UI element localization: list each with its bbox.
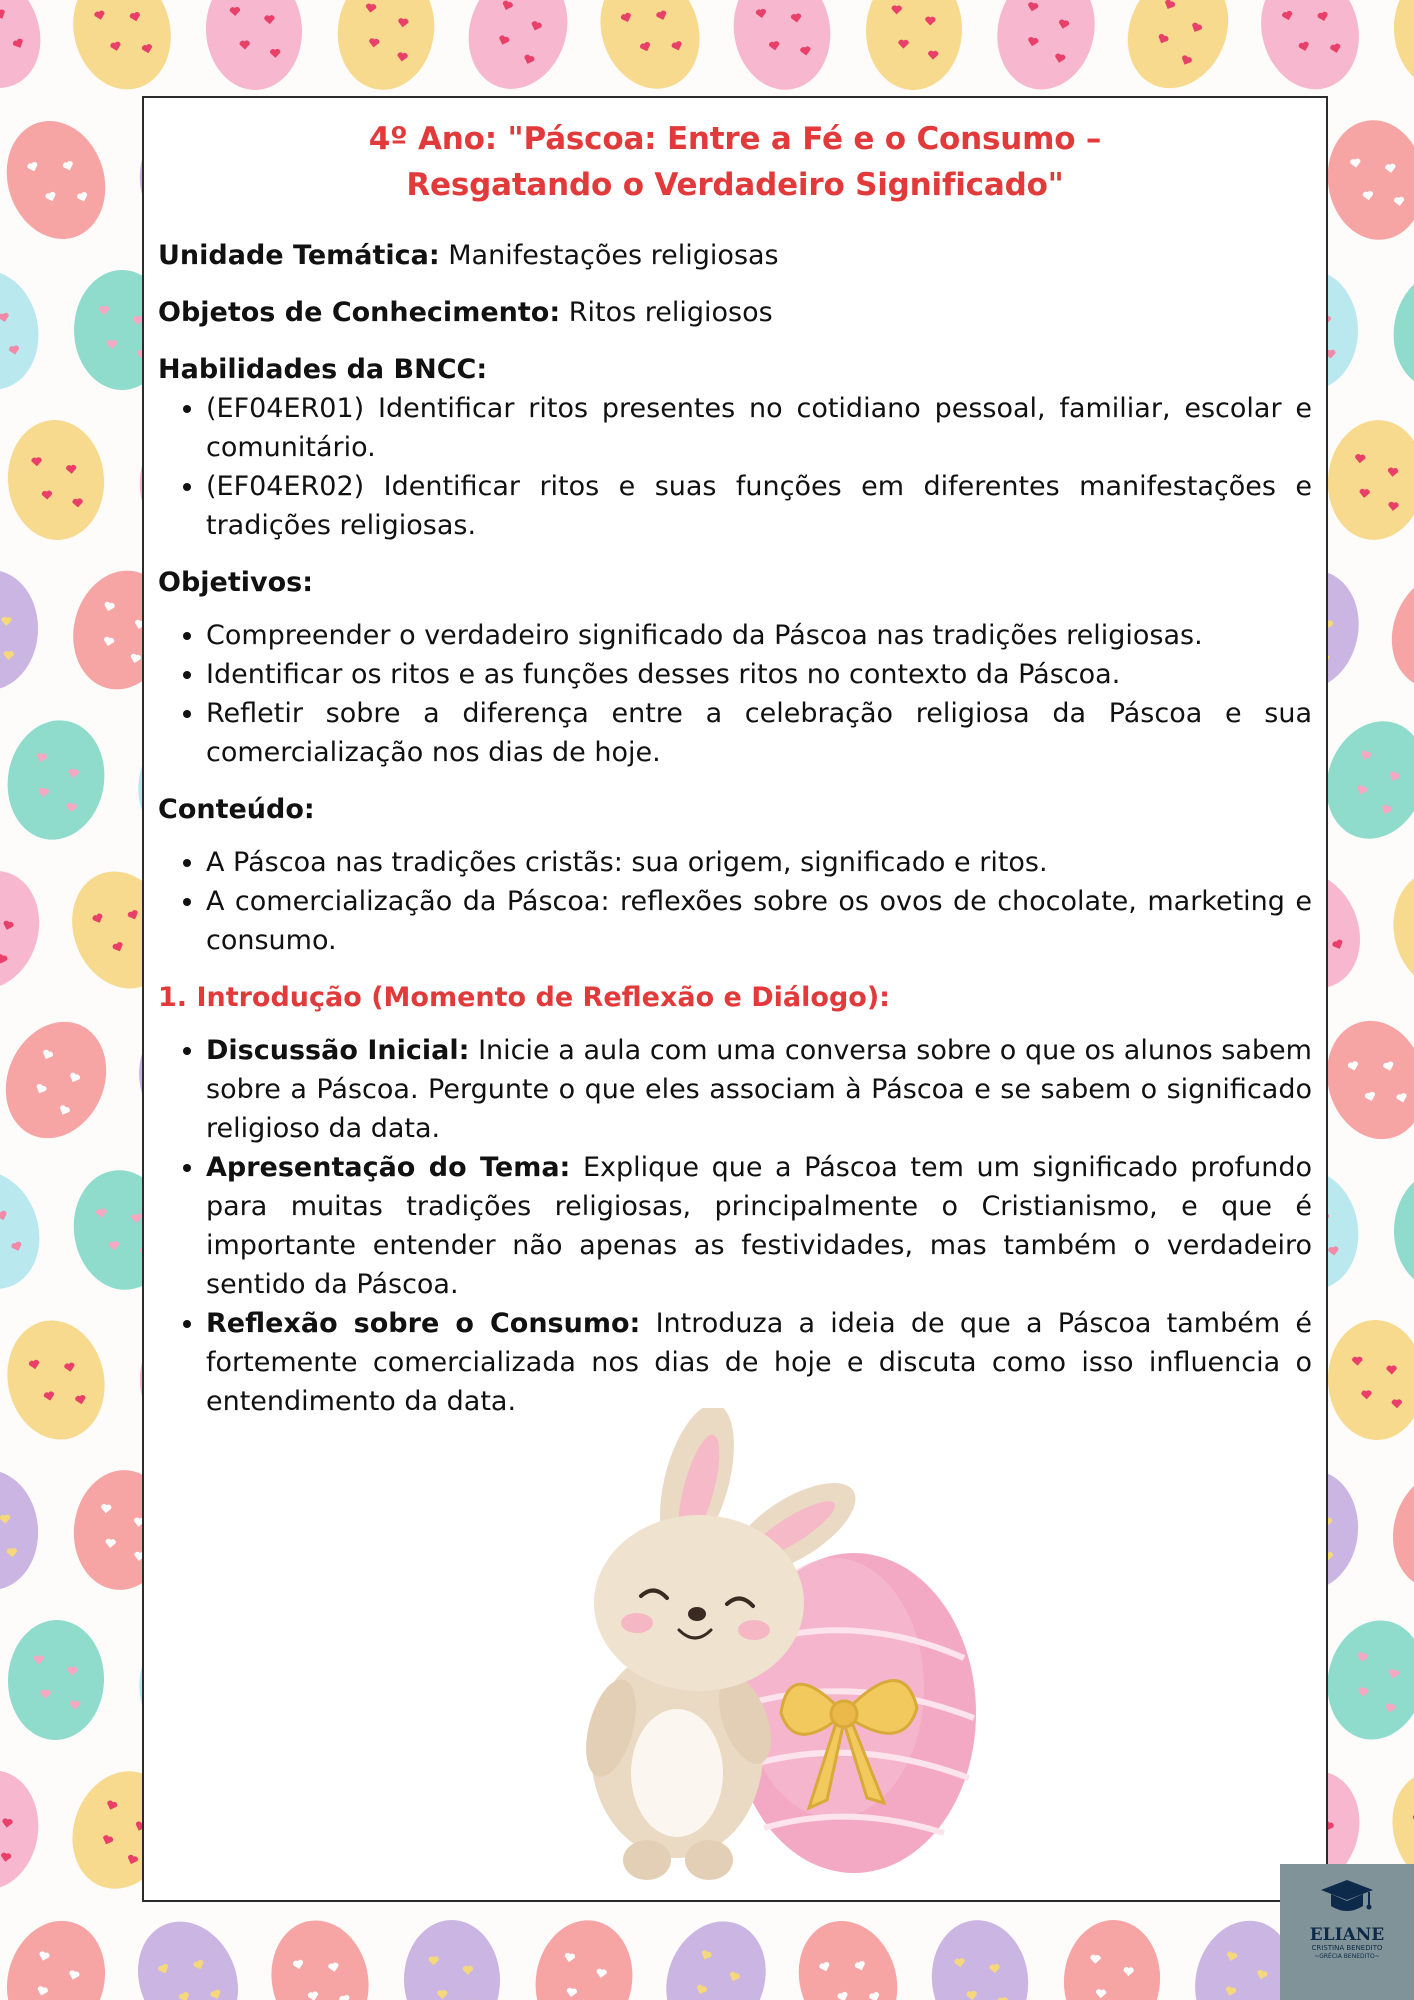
unidade-label: Unidade Temática: (158, 240, 440, 271)
objetos-value: Ritos religiosos (568, 297, 773, 328)
easter-egg-icon (0, 713, 114, 848)
easter-egg-icon (0, 1763, 47, 1897)
item-bold-label: Reflexão sobre o Consumo: (206, 1308, 641, 1339)
easter-egg-icon (1383, 861, 1414, 998)
unidade-tematica (158, 236, 1312, 275)
easter-egg-icon (0, 1466, 43, 1594)
author-logo (1280, 1864, 1414, 2000)
easter-egg-icon (1060, 1917, 1164, 2000)
easter-egg-icon (1379, 1459, 1414, 1601)
title-line-2: Resgatando o Verdadeiro Significado" (406, 167, 1064, 203)
easter-egg-icon (0, 1158, 55, 1303)
logo-subtitle: CRISTINA BENEDITO (1311, 1944, 1383, 1952)
list-item: • Refletir sobre a diferença entre a celebração religiosa da Páscoa e sua comercialização nos dias de hoje. (206, 694, 1312, 772)
easter-egg-icon (0, 568, 41, 693)
item-text: Explique que a Páscoa tem um significado profundo para muitas tradições religiosas, principalmente o Cristianismo, e que é importante entender não apenas as festividades, mas também o verdadeiro sentido da Páscoa. (206, 1152, 1312, 1300)
easter-egg-icon (1326, 1318, 1414, 1441)
habilidades-list (158, 389, 1312, 545)
list-item (206, 1148, 1312, 1304)
graduation-cap-icon (1317, 1874, 1377, 1920)
easter-egg-icon (925, 1915, 1035, 2000)
easter-egg-icon (403, 1919, 501, 2000)
easter-egg-icon (0, 1311, 115, 1448)
easter-egg-icon (784, 1908, 912, 2000)
easter-egg-icon (1110, 0, 1247, 104)
objetos-conhecimento (158, 293, 1312, 332)
bunny-egg-illustration (549, 1408, 1009, 1888)
item-text: Introduza a ideia de que a Páscoa também é fortemente comercializada nos dias de hoje e discuta como isso influencia o entendimento da data. (206, 1308, 1312, 1417)
easter-egg-icon (1320, 114, 1414, 246)
item-bold-label: Discussão Inicial: (206, 1035, 470, 1066)
easter-egg-icon (330, 0, 442, 96)
easter-egg-icon (0, 1909, 119, 2000)
easter-egg-icon (986, 0, 1107, 99)
easter-egg-icon (453, 0, 583, 102)
easter-egg-icon (0, 0, 59, 105)
introducao-heading: 1. Introdução (Momento de Reflexão e Diálogo): (158, 982, 890, 1013)
easter-egg-icon (650, 1907, 783, 2000)
easter-egg-icon (1313, 1009, 1414, 1151)
list-item: • A comercialização da Páscoa: reflexões sobre os ovos de chocolate, marketing e consumo. (206, 882, 1312, 960)
item-bold-label: Apresentação do Tema: (206, 1152, 571, 1183)
lesson-plan-card (142, 96, 1328, 1902)
easter-egg-icon (0, 108, 120, 252)
list-item: • A Páscoa nas tradições cristãs: sua origem, significado e ritos. (206, 843, 1312, 882)
objetos-label: Objetos de Conhecimento: (158, 297, 561, 328)
easter-egg-icon (1322, 415, 1414, 544)
list-item: • Identificar os ritos e as funções desses ritos no contexto da Páscoa. (206, 655, 1312, 694)
list-item (206, 1304, 1312, 1421)
easter-egg-icon (0, 859, 53, 1002)
easter-egg-icon (1392, 1168, 1414, 1291)
easter-egg-icon (61, 0, 183, 100)
easter-egg-icon (526, 1913, 641, 2000)
item-text: Inicie a aula com uma conversa sobre o que os alunos sabem sobre a Páscoa. Pergunte o que eles associam à Páscoa e se sabem o significado religioso da data. (206, 1035, 1312, 1144)
objetivos-list (158, 616, 1312, 772)
easter-egg-icon (0, 1006, 124, 1155)
list-item: • (EF04ER02) Identificar ritos e suas funções em diferentes manifestações e tradições religiosas. (206, 467, 1312, 545)
easter-egg-icon (1317, 1611, 1414, 1748)
unidade-value: Manifestações religiosas (448, 240, 779, 271)
easter-egg-icon (0, 262, 49, 398)
easter-egg-icon (864, 0, 964, 92)
easter-egg-icon (584, 0, 715, 103)
objetivos-heading: Objetivos: (158, 567, 314, 598)
title-line-1: 4º Ano: "Páscoa: Entre a Fé e o Consumo – (368, 121, 1102, 157)
easter-egg-icon (1384, 263, 1414, 398)
introducao-list (158, 1031, 1312, 1421)
easter-egg-icon (1374, 556, 1414, 705)
list-item: • (EF04ER01) Identificar ritos presentes no cotidiano pessoal, familiar, escolar e comunitário. (206, 389, 1312, 467)
easter-egg-icon (1390, 0, 1414, 93)
easter-egg-icon (120, 1906, 255, 2000)
logo-tagline: ~GRÉCIA BENEDITO~ (1314, 1953, 1380, 1960)
habilidades-heading: Habilidades da BNCC: (158, 354, 488, 385)
easter-egg-icon (1248, 0, 1372, 100)
logo-name: ELIANE (1309, 1925, 1385, 1945)
page-title (158, 116, 1312, 208)
conteudo-list (158, 843, 1312, 960)
easter-egg-icon (203, 0, 305, 92)
easter-egg-icon (261, 1911, 380, 2000)
list-item (206, 1031, 1312, 1148)
easter-egg-icon (725, 0, 839, 97)
easter-egg-icon (6, 1618, 106, 1741)
easter-egg-icon (4, 417, 108, 543)
conteudo-heading: Conteúdo: (158, 794, 315, 825)
lesson-plan-content (158, 116, 1312, 1439)
list-item: • Compreender o verdadeiro significado da Páscoa nas tradições religiosas. (206, 616, 1312, 655)
